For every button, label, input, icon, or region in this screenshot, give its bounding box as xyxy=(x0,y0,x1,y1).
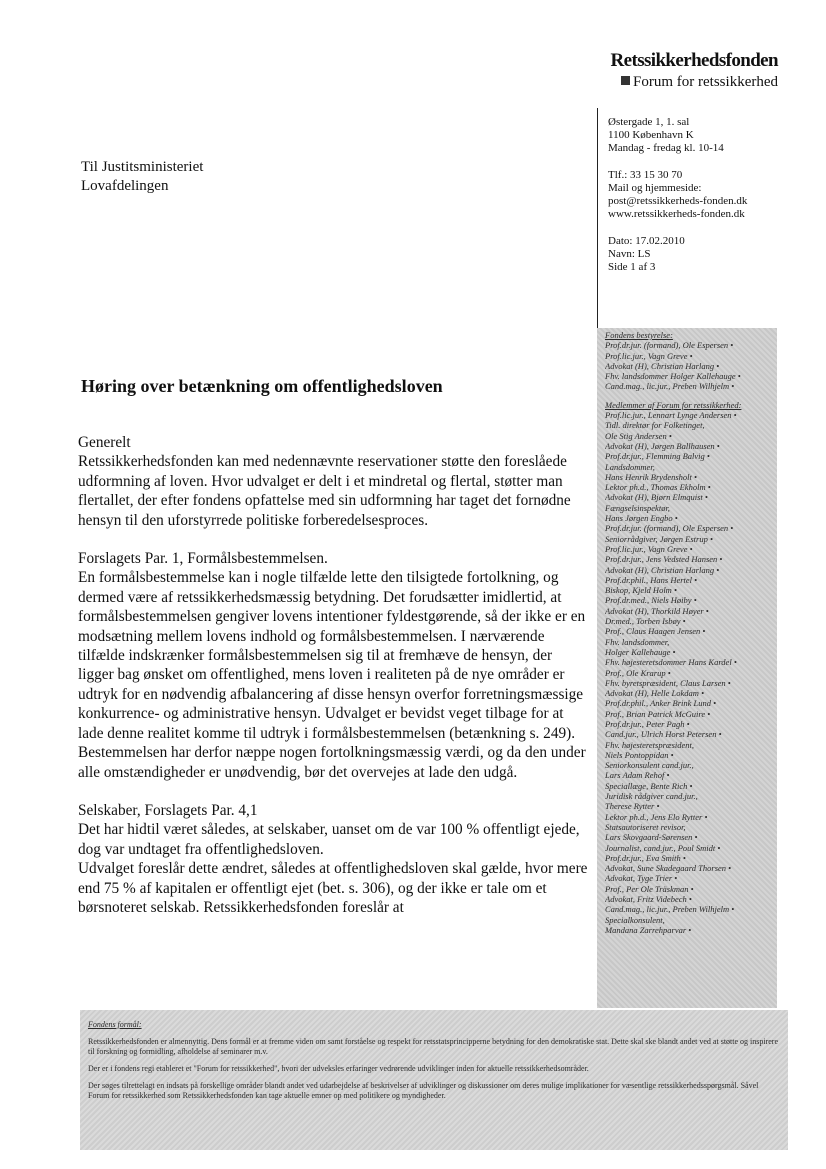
forum-member: Advokat, Sune Skadegaard Thorsen • xyxy=(605,863,732,874)
forum-member: Prof.dr.jur., Peter Pagh • xyxy=(605,718,690,729)
forum-member: Hans Henrik Brydensholt • xyxy=(605,471,697,482)
forum-member: Ole Stig Andersen • xyxy=(605,430,672,441)
footer-heading: Fondens formål: xyxy=(88,1020,142,1029)
forum-member: Statsautoriseret revisor, xyxy=(605,821,686,832)
board-member: Fhv. landsdommer Holger Kallehauge • xyxy=(605,371,741,382)
forum-member: Speciallæge, Bente Rich • xyxy=(605,780,693,791)
footer-purpose xyxy=(80,1010,788,1150)
document-title: Høring over betænkning om offentlighedsloven xyxy=(81,376,443,396)
forum-member: Prof.dr.jur., Eva Smith • xyxy=(605,852,686,863)
section-text: Udvalget foreslår dette ændret, således at offentlighedsloven skal gælde, hvor mere end 75 % af kapitalen er offentligt ejet (bet. s. 306), og der ikke er tale om et børsnoteret selskab. Retssikkerhedsfonden foreslår at xyxy=(78,860,588,916)
letter-date: Dato: 17.02.2010 xyxy=(608,235,685,247)
board-member: Cand.mag., lic.jur., Preben Wilhjelm • xyxy=(605,381,735,392)
letterhead-logo xyxy=(611,50,778,91)
forum-member: Prof.dr.jur., Jens Vedsted Hansen • xyxy=(605,554,723,565)
member-list xyxy=(605,410,773,935)
member-sidebar xyxy=(597,328,777,1008)
forum-member: Hans Jørgen Engbo • xyxy=(605,513,678,524)
organization-name: Retssikkerhedsfonden xyxy=(610,50,778,71)
members-heading: Medlemmer af Forum for retssikkerhed: xyxy=(605,399,742,410)
website: www.retssikkerheds-fonden.dk xyxy=(608,208,745,220)
forum-member: Advokat (H), Bjørn Elmquist • xyxy=(605,492,708,503)
forum-member: Prof.dr.jur. (formand), Ole Espersen • xyxy=(605,523,734,534)
forum-member: Prof., Per Ole Träskman • xyxy=(605,883,694,894)
forum-member: Fhv. landsdommer, xyxy=(605,636,670,647)
section-heading: Forslagets Par. 1, Formålsbestemmelsen. xyxy=(78,550,328,568)
forum-member: Advokat (H), Christian Harlang • xyxy=(605,564,720,575)
forum-member: Prof.dr.med., Niels Høiby • xyxy=(605,595,697,606)
forum-member: Advokat (H), Thorkild Høyer • xyxy=(605,605,709,616)
board-member: Advokat (H), Christian Harlang • xyxy=(605,360,720,371)
email-address: post@retssikkerheds-fonden.dk xyxy=(608,195,748,207)
forum-member: Landsdommer, xyxy=(605,461,655,472)
forum-member: Dr.med., Torben Isbøy • xyxy=(605,616,686,627)
forum-member: Advokat, Fritz Videbech • xyxy=(605,894,692,905)
address-line: Mandag - fredag kl. 10-14 xyxy=(608,142,724,154)
section-companies xyxy=(78,801,590,917)
letter-body xyxy=(78,433,590,936)
forum-member: Fængselsinspektør, xyxy=(605,502,670,513)
forum-member: Lektor ph.d., Jens Elo Rytter • xyxy=(605,811,708,822)
section-heading: Selskaber, Forslagets Par. 4,1 xyxy=(78,801,258,819)
forum-member: Prof., Claus Haagen Jensen • xyxy=(605,626,706,637)
section-heading: Generelt xyxy=(78,434,131,451)
footer-paragraph: Der er i fondens regi etableret et "Forum for retssikkerhed", hvori der udveksles erfaringer vedrørende udviklinger inden for aktuelle retssikkerhedsområder. xyxy=(88,1064,589,1073)
board-heading: Fondens bestyrelse: xyxy=(605,330,673,340)
footer-paragraph: Der søges tilrettelagt en indsats på forskellige områder blandt andet ved udarbejdelse af beskrivelser af udviklinger og diskussioner om deres mulige implikationer for væsentlige retssikkerhedsspørgsmål. Såvel Forum for retssikkerhed som Retssikkerhedsfonden kan tage aktuelle emner op med politikere og myndigheder. xyxy=(88,1081,759,1100)
forum-member: Lektor ph.d., Thomas Ekholm • xyxy=(605,482,711,493)
forum-member: Fhv. byretspræsident, Claus Larsen • xyxy=(605,677,731,688)
square-bullet-icon xyxy=(621,76,630,85)
organization-tagline: Forum for retssikkerhed xyxy=(611,74,778,91)
section-general xyxy=(78,433,590,530)
forum-member: Lars Skovgaard-Sørensen • xyxy=(605,832,698,843)
forum-member: Prof.lic.jur., Lennart Lynge Andersen • xyxy=(605,410,737,421)
forum-member: Cand.mag., lic.jur., Preben Wilhjelm • xyxy=(605,904,735,915)
forum-member: Mandana Zarrehparvar • xyxy=(605,924,692,935)
forum-member: Prof.dr.jur., Flemming Balvig • xyxy=(605,451,710,462)
phone-number: Tlf.: 33 15 30 70 xyxy=(608,169,683,181)
page-number: Side 1 af 3 xyxy=(608,261,656,273)
mail-label: Mail og hjemmeside: xyxy=(608,182,702,194)
section-purpose-clause xyxy=(78,549,590,782)
section-text: Det har hidtil været således, at selskaber, uanset om de var 100 % offentligt ejede, dog var undtaget fra offentlighedsloven. xyxy=(78,821,580,858)
forum-member: Niels Pontoppidan • xyxy=(605,749,674,760)
forum-member: Fhv. højesteretspræsident, xyxy=(605,739,695,750)
forum-member: Prof.dr.phil., Hans Hertel • xyxy=(605,574,698,585)
address-line: Østergade 1, 1. sal xyxy=(608,116,690,128)
forum-member: Cand.jur., Ulrich Horst Petersen • xyxy=(605,729,722,740)
addressee-line: Lovafdelingen xyxy=(81,178,169,194)
forum-member: Prof.lic.jur., Vagn Greve • xyxy=(605,543,693,554)
forum-member: Specialkonsulent, xyxy=(605,914,665,925)
forum-member: Journalist, cand.jur., Poul Smidt • xyxy=(605,842,721,853)
forum-member: Prof., Brian Patrick McGuire • xyxy=(605,708,711,719)
author-name: Navn: LS xyxy=(608,248,651,260)
forum-member: Juridisk rådgiver cand.jur., xyxy=(605,791,698,802)
forum-member: Seniorrådgiver, Jørgen Estrup • xyxy=(605,533,713,544)
forum-member: Prof., Ole Krarup • xyxy=(605,667,671,678)
forum-member: Holger Kallehauge • xyxy=(605,646,676,657)
forum-member: Advokat (H), Jørgen Ballhausen • xyxy=(605,440,720,451)
addressee xyxy=(81,158,203,196)
forum-member: Lars Adam Rehof • xyxy=(605,770,670,781)
forum-member: Fhv. højesteretsdommer Hans Kardel • xyxy=(605,657,737,668)
address-line: 1100 København K xyxy=(608,129,694,141)
forum-member: Advokat (H), Helle Lokdam • xyxy=(605,688,705,699)
forum-member: Advokat, Tyge Trier • xyxy=(605,873,678,884)
board-member: Prof.dr.jur. (formand), Ole Espersen • xyxy=(605,340,734,351)
forum-member: Therese Rytter • xyxy=(605,801,660,812)
board-member: Prof.lic.jur., Vagn Greve • xyxy=(605,350,693,361)
forum-member: Biskop, Kjeld Holm • xyxy=(605,585,677,596)
footer-paragraph: Retssikkerhedsfonden er almennyttig. Dens formål er at fremme viden om samt forståelse og respekt for retsstatsprincipperne betydning for den demokratiske stat. Dette skal ske blandt andet ved at støtte og inspirere til forskning og formidling, afholdelse af seminarer m.v. xyxy=(88,1037,779,1056)
section-text: En formålsbestemmelse kan i nogle tilfælde lette den tilsigtede fortolkning, og dermed være af retssikkerhedsmæssig betydning. Det forudsætter imidlertid, at formålsbestemmelsen gengiver lovens intentioner fyldestgørende, så der ikke er en modsætning mellem lovens indhold og formålsbestemmelsen. I nærværende tilfælde indskrænker formålsbestemmelsen sig til at fremhæve de hensyn, der ligger bag ønsket om offentlighed, mens loven i realiteten på de nye områder er udtryk for en nødvendig afbalancering af disse hensyn overfor forretningsmæssige konkurrence- og administrative hensyn. Udvalget er bevidst veget tilbage for at lade denne realitet komme til udtryk i formålsbestemmelsen (betænkning s. 249). Bestemmelsen har derfor næppe nogen fortolkningsmæssig værdi, og da den under alle omstændigheder er unødvendig, bør det overvejes at lade den udgå. xyxy=(78,569,586,781)
section-text: Retssikkerhedsfonden kan med nedennævnte reservationer støtte den foreslåede udformning af loven. Hvor udvalget er delt i et mindretal og flertal, støtter man flertallet, der efter fondens opfattelse med sin udformning har taget det fornødne hensyn til den uforstyrrede politiske forberedelsesproces. xyxy=(78,453,571,529)
addressee-line: Til Justitsministeriet xyxy=(81,159,204,175)
contact-block xyxy=(608,116,798,274)
forum-member: Tidl. direktør for Folketinget, xyxy=(605,420,705,431)
forum-member: Seniorkonsulent cand.jur., xyxy=(605,760,694,771)
board-list xyxy=(605,340,773,391)
forum-member: Prof.dr.phil., Anker Brink Lund • xyxy=(605,698,717,709)
